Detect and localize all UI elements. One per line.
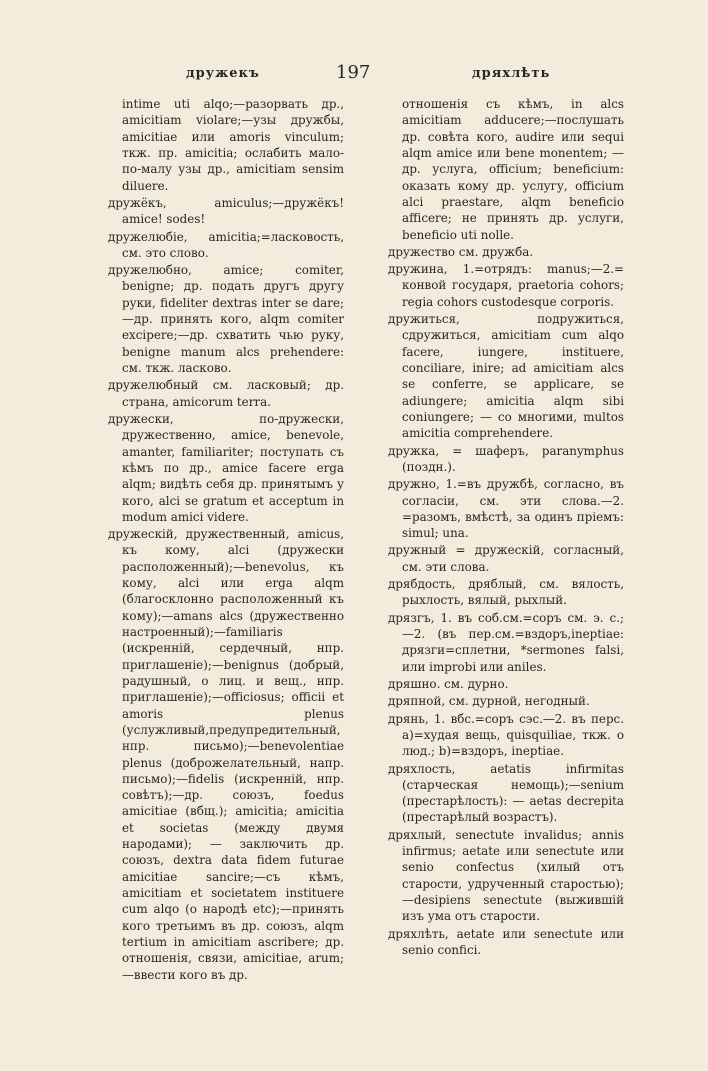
right-column xyxy=(388,96,624,959)
dictionary-entry: дружный = дружескій, согласный, см. эти слова. xyxy=(388,543,624,574)
dictionary-entry: дружина, 1.=отрядъ: manus;—2.= конвой государя, praetoria cohors; regia cohors custodesque corporis. xyxy=(388,262,624,309)
running-head-right: дряхлѣть xyxy=(472,66,551,81)
left-column xyxy=(108,96,344,984)
dictionary-entry: дружелюбіе, amicitia;=ласковость, см. это слово. xyxy=(108,229,344,260)
page-header xyxy=(0,58,708,88)
dictionary-entry: дружески, по-дружески, дружественно, amice, benevole, amanter, familiariter; поступать съ кѣмъ по др., amice facere erga alqm; видѣть себя др. принятымъ у кого, alci se gratum et acceptum in modum amici videre. xyxy=(108,411,344,524)
dictionary-entry: дрянь, 1. вбс.=соръ сэс.—2. въ перс. а)=худая вещь, quisquiliae, ткж. о люд.; b)=вздоръ, ineptiae. xyxy=(388,711,624,759)
dictionary-entry: дрязгъ, 1. въ соб.см.=соръ см. э. с.; —2. (въ пер.см.=вздоръ,ineptiae: дрязги=сплетни, *sermones falsi, или improbi или aniles. xyxy=(388,610,624,674)
dictionary-entry: дружескій, дружественный, amicus, къ кому, alci (дружески расположенный);—benevolus, къ кому, alci или erga alqm (благосклонно расположенный къ кому);—amans alcs (дружественно настроенный);—familiaris (искренній, сердечный, нпр. приглашеніе);—benignus (добрый, радушный, о лиц. и вещ., нпр. приглашеніе);—officiosus; officii et amoris plenus (услужливый,предупредительный, нпр. письмо);—benevolentiae plenus (доброжелательный, напр. письмо);—fidelis (искренній, нпр. совѣтъ);—др. союзъ, foedus amicitiae (вбщ.); amicitia; amicitia et societas (между двумя народами); — заключить др. союзъ, dextra data fidem futurae amicitiae sancire;—съ кѣмъ, amicitiam et societatem instituere cum alqo (о народѣ etc);—принять кого третьимъ въ др. союзъ, alqm tertium in amicitiam ascribere; др. отношенія, связи, amicitiae, arum;—ввести кого въ др. xyxy=(108,527,344,982)
dictionary-entry: дружелюбный см. ласковый; др. страна, amicorum terra. xyxy=(108,378,344,409)
dictionary-entry: intime uti alqo;—разорвать др., amicitiam violare;—узы дружбы, amicitiae или amoris vinculum; ткж. пр. amicitia; ослабить мало-по-малу узы др., amicitiam sensim diluere. xyxy=(122,97,344,193)
dictionary-entry: дружка, = шаферъ, paranymphus (поздн.). xyxy=(388,443,624,474)
dictionary-entry: дряхлость, aetatis infirmitas (старческая немощь);—senium (престарѣлость): — aetas decrepita (престарѣлый возрастъ). xyxy=(388,761,624,825)
dictionary-entry: дружиться, подружиться, сдружиться, amicitiam cum alqo facere, iungere, instituere, conciliare, inire; ad amicitiam alcs se conferre, se applicare, se adiungere; amicitia alqm sibi coniungere; — со многими, multos amicitia comprehendere. xyxy=(388,312,624,441)
running-head-left: дружекъ xyxy=(186,66,260,81)
page-number: 197 xyxy=(336,62,371,83)
dictionary-entry: дряпной, см. дурной, негодный. xyxy=(388,694,590,709)
dictionary-entry: дружество см. дружба. xyxy=(388,244,534,259)
dictionary-entry: дряхлѣть, aetate или senectute или senio confici. xyxy=(388,926,624,957)
dictionary-entry: дружно, 1.=въ дружбѣ, согласно, въ согласіи, см. эти слова.—2. =разомъ, вмѣстѣ, за одинъ пріемъ: simul; una. xyxy=(388,477,624,541)
dictionary-entry: дрябдость, дряблый, см. вялость, рыхлость, вялый, рыхлый. xyxy=(388,577,624,608)
dictionary-entry: дружёкъ, amiculus;—дружёкъ! amice! sodes! xyxy=(108,195,344,227)
dictionary-entry: дряхлый, senectute invalidus; annis infirmus; aetate или senectute или senio confectus (хилый отъ старости, удрученный старостью); —desipiens senectute (выжившій изъ ума отъ старости. xyxy=(388,827,624,924)
dictionary-entry: отношенія съ кѣмъ, in alcs amicitiam adducere;—послушать др. совѣта кого, audire или sequi alqm amice или bene monentem; —др. услуга, officium; beneficium: оказать кому др. услугу, officium alci praestare, alqm beneficio afficere; не принять др. услуги, beneficio uti nolle. xyxy=(402,97,624,242)
dictionary-entry: дружелюбно, amice; comiter, benigne; др. подать другъ другу руки, fideliter dextras inter se dare;—др. принять кого, alqm comiter excipere;—др. схватить чью руку, benigne manum alcs prehendere: см. ткж. ласково. xyxy=(108,263,344,375)
dictionary-entry: дряшно. см. дурно. xyxy=(388,676,509,691)
